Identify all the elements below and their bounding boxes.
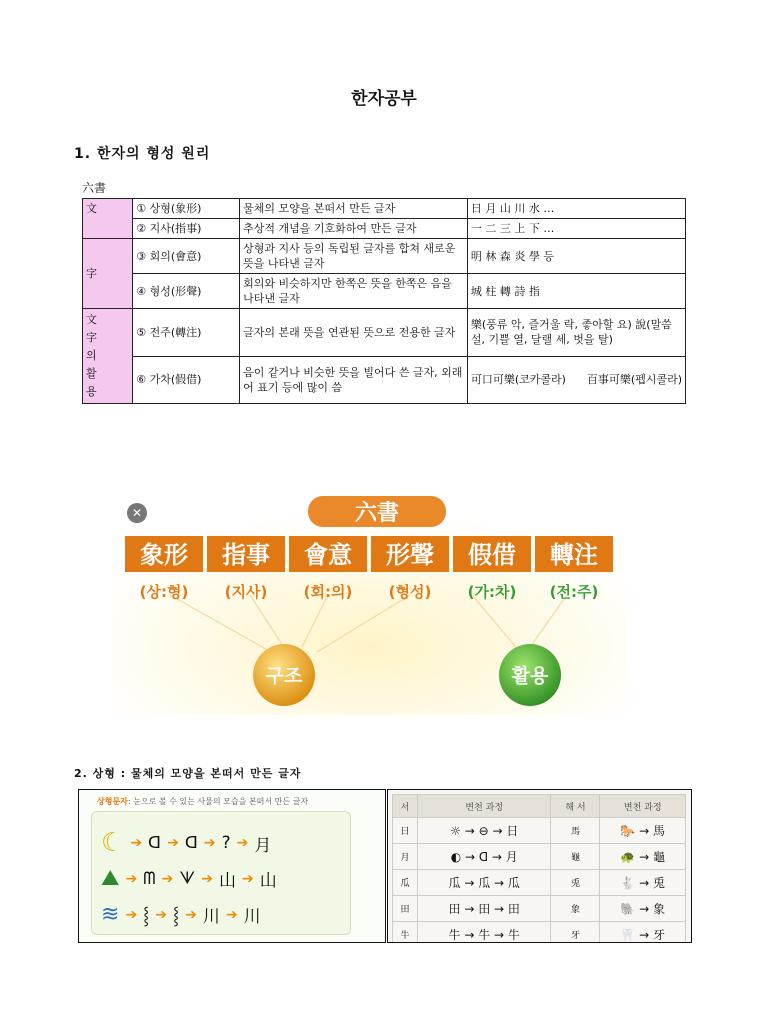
evolution-glyph: 龜 xyxy=(653,850,666,864)
principle-examples: 樂(풍류 악, 즐거울 락, 좋아할 요) 說(말씀 설, 기쁠 열, 달랠 세, 벗을 탈) xyxy=(467,309,685,357)
char-reading: (가:차) xyxy=(467,583,517,601)
principle-examples: 一 二 三 上 下 … xyxy=(467,219,685,239)
banner-text: 六書 xyxy=(354,500,400,526)
char-label: 假借 xyxy=(468,540,516,569)
char-reading: (전:주) xyxy=(549,583,599,601)
evolution-cell: 牛 → 牛 → 牛 xyxy=(418,922,551,944)
table-row xyxy=(393,870,686,896)
evolution-cell: 🐇 → 兎 xyxy=(600,870,686,896)
table-label: 六書 xyxy=(82,181,107,195)
evolution-header-row xyxy=(393,795,686,818)
char-reading: (형성) xyxy=(388,583,432,601)
principle-name: ⑤ 전주(轉注) xyxy=(133,309,240,357)
principle-name: ① 상형(象形) xyxy=(133,199,240,219)
char-cell: 龜 xyxy=(551,844,600,870)
page-title: 한자공부 xyxy=(351,89,417,109)
evolution-cell: ☼ → ⊖ → 日 xyxy=(418,818,551,844)
header-cell: 변천 과정 xyxy=(418,795,551,818)
stage-glyph: ⸾ xyxy=(173,906,180,926)
principle-desc: 추상적 개념을 기호화하여 만든 글자 xyxy=(240,219,468,239)
table-row xyxy=(83,309,686,357)
principle-name: ② 지사(指事) xyxy=(133,219,240,239)
stage-glyph: 山 xyxy=(218,871,236,891)
pictograph-title: 상형문자 xyxy=(97,797,128,806)
evolution-glyph: 馬 xyxy=(653,824,666,838)
svg-text:✕: ✕ xyxy=(131,506,143,520)
stage-glyph: ᗡ xyxy=(184,833,198,853)
section1-heading: 1. 한자의 형성 원리 xyxy=(74,146,211,162)
char-label: 會意 xyxy=(304,540,352,569)
principle-desc: 물체의 모양을 본떠서 만든 글자 xyxy=(240,199,468,219)
evolution-panel xyxy=(387,789,692,943)
header-cell: 변천 과정 xyxy=(600,795,686,818)
principle-examples: 可口可樂(코카콜라) 百事可樂(펩시콜라) xyxy=(467,356,685,404)
pictograph-panel xyxy=(78,789,386,943)
char-label: 形聲 xyxy=(386,540,434,569)
char-reading: (지사) xyxy=(224,583,268,601)
pictograph-row-river: ≋ ➔ ⸾ ➔ ⸾ ➔ 川 ➔ 川 xyxy=(101,902,261,927)
evolution-table xyxy=(392,794,686,943)
river-icon: ≋ xyxy=(101,902,120,927)
six-principles-table xyxy=(82,198,686,404)
evolution-cell: ◐ → ᗡ → 月 xyxy=(418,844,551,870)
table-row xyxy=(83,356,686,404)
principle-examples: 城 柱 轉 詩 指 xyxy=(467,274,685,309)
principle-name: ⑥ 가차(假借) xyxy=(133,356,240,404)
char-reading: (회:의) xyxy=(303,583,353,601)
principle-desc: 글자의 본래 뜻을 연관된 뜻으로 전용한 글자 xyxy=(240,309,468,357)
principle-desc: 음이 같거나 비슷한 뜻을 빌어다 쓴 글자, 외래어 표기 등에 많이 씀 xyxy=(240,356,468,404)
evolution-cell: 🐘 → 象 xyxy=(600,896,686,922)
char-cell: 牛 xyxy=(393,922,418,944)
moon-icon: ☾ xyxy=(101,828,125,858)
table-row xyxy=(83,199,686,219)
evolution-glyph: 象 xyxy=(653,902,666,916)
group-cell: 文 xyxy=(83,199,133,239)
char-cell: 象 xyxy=(551,896,600,922)
structure-label: 구조 xyxy=(265,665,303,687)
evolution-cell: 田 → 田 → 田 xyxy=(418,896,551,922)
table-row xyxy=(393,922,686,944)
stage-glyph: ᗰ xyxy=(143,868,156,889)
usage-label: 활용 xyxy=(511,665,549,687)
table-row xyxy=(393,896,686,922)
stage-glyph: ᗐ xyxy=(179,868,196,889)
char-cell: 牙 xyxy=(551,922,600,944)
principle-desc: 회의와 비슷하지만 한쪽은 뜻을 한쪽은 음을 나타낸 글자 xyxy=(240,274,468,309)
char-cell: 瓜 xyxy=(393,870,418,896)
principle-examples: 日 月 山 川 水 … xyxy=(467,199,685,219)
char-cell: 馬 xyxy=(551,818,600,844)
char-cell: 日 xyxy=(393,818,418,844)
char-cell: 月 xyxy=(393,844,418,870)
evolution-cell: 🐢 → 龜 xyxy=(600,844,686,870)
stage-glyph: ⸾ xyxy=(143,906,150,926)
group-cell: 字 xyxy=(83,239,133,309)
char-cell: 兎 xyxy=(551,870,600,896)
principle-name: ④ 형성(形聲) xyxy=(133,274,240,309)
pictograph-caption xyxy=(97,796,308,807)
mountain-icon: ⛰ xyxy=(101,866,120,891)
table-row xyxy=(393,844,686,870)
evolution-cell: 瓜 → 瓜 → 瓜 xyxy=(418,870,551,896)
char-label: 象形 xyxy=(140,540,188,569)
pictograph-caption-text: : 눈으로 볼 수 있는 사물의 모습을 본떠서 만든 글자 xyxy=(127,797,309,806)
evolution-glyph: 牙 xyxy=(653,928,666,942)
header-cell: 서 xyxy=(393,795,418,818)
header-cell: 해 서 xyxy=(551,795,600,818)
principle-desc: 상형과 지사 등의 독립된 글자를 합쳐 새로운 뜻을 나타낸 글자 xyxy=(240,239,468,274)
stage-glyph: 川 xyxy=(243,907,261,927)
pictograph-row-mountain: ⛰ ➔ ᗰ ➔ ᗐ ➔ 山 ➔ 山 xyxy=(101,866,277,891)
stage-glyph: 山 xyxy=(259,871,277,891)
principle-examples: 明 林 森 炎 學 등 xyxy=(467,239,685,274)
principle-name: ③ 회의(會意) xyxy=(133,239,240,274)
table-row xyxy=(393,818,686,844)
evolution-cell: 🐎 → 馬 xyxy=(600,818,686,844)
char-label: 轉注 xyxy=(550,540,598,569)
section2-heading: 2. 상형 : 물체의 모양을 본떠서 만든 글자 xyxy=(74,767,302,780)
char-label: 指事 xyxy=(222,540,270,569)
stage-glyph: ? xyxy=(221,833,231,853)
table-row xyxy=(83,239,686,274)
evolution-cell: 🦷 → 牙 xyxy=(600,922,686,944)
char-reading: (상:형) xyxy=(139,583,189,601)
pictograph-row-moon: ☾ ➔ ᗡ ➔ ᗡ ➔ ? ➔ 月 xyxy=(101,828,272,858)
table-row xyxy=(83,274,686,309)
stage-glyph: 川 xyxy=(202,907,220,927)
table-row xyxy=(83,219,686,239)
group-cell: 文 字 의 활 용 xyxy=(83,309,133,404)
stage-glyph: ᗡ xyxy=(148,833,162,853)
six-writings-diagram xyxy=(112,487,627,715)
stage-glyph: 月 xyxy=(254,835,272,856)
char-cell: 田 xyxy=(393,896,418,922)
evolution-glyph: 兎 xyxy=(653,876,666,890)
